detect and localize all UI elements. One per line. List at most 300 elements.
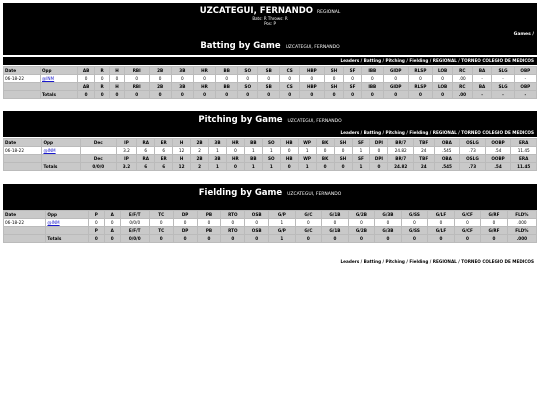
batting-col-footer: SB	[258, 83, 280, 91]
batting-totals-row	[4, 91, 537, 99]
pitching-col-header[interactable]: TBF	[414, 139, 435, 147]
batting-total-cell: 0	[408, 91, 433, 99]
fielding-cell: .000	[507, 219, 536, 227]
pitching-total-cell: 24	[414, 163, 435, 171]
fielding-cell: 0	[104, 219, 120, 227]
fielding-col-header[interactable]: G/CF	[454, 211, 481, 219]
batting-col-header[interactable]: SB	[258, 67, 280, 75]
fielding-footer-header-row	[4, 227, 537, 235]
pitching-col-footer: DPI	[370, 155, 388, 163]
pitching-col-footer: 3B	[209, 155, 227, 163]
batting-col-header[interactable]: CS	[280, 67, 300, 75]
pitching-total-cell: 1	[244, 163, 262, 171]
batting-col-header[interactable]: Opp	[41, 67, 78, 75]
batting-game-row	[4, 75, 537, 83]
batting-col-header[interactable]: BB	[216, 67, 238, 75]
pitching-total-cell: 0	[280, 163, 298, 171]
pitching-col-footer: HR	[226, 155, 244, 163]
pitching-cell	[80, 147, 116, 155]
pitching-total-cell: 6	[155, 163, 173, 171]
fielding-col-header[interactable]: G/LF	[428, 211, 455, 219]
pitching-col-footer	[4, 155, 42, 163]
batting-cell: -	[472, 75, 492, 83]
pitching-total-cell: 0/0/0	[80, 163, 116, 171]
bottom-breadcrumb[interactable]: Leaders / Batting / Pitching / Fielding / REGIONAL / TORNEO COLEGIO DE MEDICOS	[3, 258, 537, 266]
batting-col-header[interactable]: SH	[324, 67, 344, 75]
batting-col-header[interactable]: BA	[472, 67, 492, 75]
fielding-cell: 0	[375, 219, 402, 227]
batting-col-footer: SF	[344, 83, 361, 91]
batting-col-footer: AB	[78, 83, 95, 91]
pitching-total-cell: .545	[434, 163, 460, 171]
batting-col-footer: BB	[216, 83, 238, 91]
batting-cell: 0	[193, 75, 215, 83]
batting-col-header[interactable]: RBI	[124, 67, 149, 75]
pitching-col-footer: Dec	[80, 155, 116, 163]
fielding-cell: 0	[221, 219, 245, 227]
batting-cell: 0	[110, 75, 125, 83]
pitching-table	[3, 138, 537, 171]
batting-subtitle: UZCATEGUI, FERNANDO	[285, 45, 340, 50]
opponent-cell	[41, 75, 78, 83]
fielding-col-header[interactable]: RTO	[221, 211, 245, 219]
pitching-col-header[interactable]: BB	[244, 139, 262, 147]
pitching-col-footer: ER	[155, 155, 173, 163]
fielding-col-footer: G/2B	[348, 227, 375, 235]
batting-total-cell: 0	[95, 91, 110, 99]
fielding-col-header[interactable]: G/SS	[401, 211, 428, 219]
fielding-col-header[interactable]: G/3B	[375, 211, 402, 219]
batting-col-header[interactable]: SO	[238, 67, 258, 75]
batting-cell: 0	[324, 75, 344, 83]
pitching-title-bar	[3, 111, 537, 129]
fielding-total-cell: 0	[428, 235, 455, 243]
batting-col-footer: HR	[193, 83, 215, 91]
pitching-cell: 1	[244, 147, 262, 155]
pitching-cell: 0	[334, 147, 352, 155]
pitching-col-header[interactable]: WP	[298, 139, 316, 147]
fielding-cell: 0/0/0	[120, 219, 149, 227]
batting-col-footer: RBI	[124, 83, 149, 91]
batting-header-row	[4, 67, 537, 75]
batting-cell: 0	[300, 75, 325, 83]
pitching-col-header[interactable]: OOBP	[485, 139, 511, 147]
fielding-title: Fielding by Game	[198, 188, 283, 198]
batting-col-header[interactable]: H	[110, 67, 125, 75]
batting-total-cell: 0	[124, 91, 149, 99]
fielding-col-footer: OSB	[245, 227, 269, 235]
pitching-total-cell: 2	[191, 163, 209, 171]
batting-col-footer: SH	[324, 83, 344, 91]
pitching-col-footer: WP	[298, 155, 316, 163]
batting-cell: 0	[258, 75, 280, 83]
pitching-total-cell: 3.2	[116, 163, 137, 171]
fielding-cell: 0	[197, 219, 221, 227]
pitching-cell: .73	[460, 147, 486, 155]
pitching-col-footer: ERA	[511, 155, 537, 163]
totals-label: Totals	[42, 163, 80, 171]
batting-total-cell: -	[492, 91, 514, 99]
fielding-col-header[interactable]: E/F/T	[120, 211, 149, 219]
fielding-total-cell: 0	[295, 235, 322, 243]
player-name-line	[3, 6, 537, 16]
batting-total-cell: 0	[344, 91, 361, 99]
pitching-total-cell: 11.45	[511, 163, 537, 171]
fielding-total-cell: 0	[88, 235, 104, 243]
pitching-cell: 06-18-22	[4, 147, 42, 155]
pitching-cell: 0	[280, 147, 298, 155]
batting-col-footer: RC	[452, 83, 472, 91]
batting-col-header[interactable]: SLG	[492, 67, 514, 75]
batting-total-cell: 0	[324, 91, 344, 99]
pitching-col-footer: BK	[316, 155, 334, 163]
pitching-game-row	[4, 147, 537, 155]
pitching-col-header[interactable]: Date	[4, 139, 42, 147]
batting-col-header[interactable]: HR	[193, 67, 215, 75]
pitching-cell: 12	[173, 147, 191, 155]
batting-cell: 0	[383, 75, 408, 83]
fielding-total-cell: 0	[245, 235, 269, 243]
fielding-col-header[interactable]: Opp	[46, 211, 88, 219]
batting-col-footer: RLSP	[408, 83, 433, 91]
fielding-col-footer	[46, 227, 88, 235]
fielding-col-footer: A	[104, 227, 120, 235]
batting-cell: 06-18-22	[4, 75, 41, 83]
pitching-cell: 1	[209, 147, 227, 155]
batting-col-footer: LOB	[433, 83, 453, 91]
pitching-cell: 6	[137, 147, 155, 155]
fielding-total-cell: 0	[348, 235, 375, 243]
batting-total-cell: 0	[110, 91, 125, 99]
totals-spacer	[4, 235, 46, 243]
pitching-col-header[interactable]: H	[173, 139, 191, 147]
batting-cell: 0	[361, 75, 383, 83]
pitching-breadcrumb[interactable]: Leaders / Batting / Pitching / Fielding / REGIONAL / TORNEO COLEGIO DE MEDICOS	[3, 129, 537, 137]
batting-col-footer: OBP	[514, 83, 536, 91]
batting-total-cell: 0	[300, 91, 325, 99]
batting-total-cell: 0	[280, 91, 300, 99]
fielding-col-header[interactable]: DP	[173, 211, 197, 219]
fielding-subtitle: UZCATEGUI, FERNANDO	[287, 192, 342, 197]
batting-col-footer: 3B	[171, 83, 193, 91]
opponent-link[interactable]: @INM	[43, 148, 56, 153]
batting-col-header[interactable]: LOB	[433, 67, 453, 75]
pitching-total-cell: 0	[316, 163, 334, 171]
fielding-cell: 0	[245, 219, 269, 227]
batting-cell: .00	[452, 75, 472, 83]
pitching-cell: 1	[262, 147, 280, 155]
fielding-col-footer: E/F/T	[120, 227, 149, 235]
pitching-col-header[interactable]: RA	[137, 139, 155, 147]
batting-cell: -	[492, 75, 514, 83]
pitching-cell: 1	[298, 147, 316, 155]
pitching-total-cell: 1	[352, 163, 370, 171]
pitching-col-footer: TBF	[414, 155, 435, 163]
pitching-col-footer: SH	[334, 155, 352, 163]
pitching-col-header[interactable]: Dec	[80, 139, 116, 147]
pitching-col-footer: HB	[280, 155, 298, 163]
pitching-col-header[interactable]: IP	[116, 139, 137, 147]
fielding-col-header[interactable]: G/C	[295, 211, 322, 219]
pitching-total-cell: .73	[460, 163, 486, 171]
pitching-col-header[interactable]: DPI	[370, 139, 388, 147]
fielding-total-cell: 0	[149, 235, 173, 243]
player-name: UZCATEGUI, FERNANDO	[199, 6, 314, 16]
pitching-col-footer: RA	[137, 155, 155, 163]
batting-total-cell: 0	[149, 91, 171, 99]
batting-total-cell: .00	[452, 91, 472, 99]
pitching-col-footer	[42, 155, 80, 163]
batting-cell: 0	[408, 75, 433, 83]
batting-cell: 0	[171, 75, 193, 83]
fielding-table	[3, 210, 537, 243]
games-link[interactable]: Games /	[513, 32, 534, 37]
opponent-link[interactable]: @INM	[47, 220, 60, 225]
fielding-col-footer: G/LF	[428, 227, 455, 235]
opponent-cell	[46, 219, 88, 227]
totals-label: Totals	[46, 235, 88, 243]
pitching-cell: 1	[352, 147, 370, 155]
batting-col-header[interactable]: Date	[4, 67, 41, 75]
fielding-col-footer: G/SS	[401, 227, 428, 235]
fielding-col-header[interactable]: G/2B	[348, 211, 375, 219]
fielding-col-footer: G/P	[269, 227, 296, 235]
pitching-col-footer: 2B	[191, 155, 209, 163]
pitching-col-footer: OSLG	[460, 155, 486, 163]
batting-col-footer	[41, 83, 78, 91]
pitching-total-cell: 0	[370, 163, 388, 171]
fielding-header-row	[4, 211, 537, 219]
batting-col-header[interactable]: OBP	[514, 67, 536, 75]
fielding-total-cell: 0	[104, 235, 120, 243]
fielding-col-header[interactable]: G/P	[269, 211, 296, 219]
batting-total-cell: 0	[171, 91, 193, 99]
fielding-cell: 0	[149, 219, 173, 227]
pitching-cell: .54	[485, 147, 511, 155]
fielding-total-cell: 0	[481, 235, 508, 243]
batting-col-footer: SO	[238, 83, 258, 91]
fielding-total-cell: 0	[221, 235, 245, 243]
fielding-cell: 0	[454, 219, 481, 227]
bats-throws: Bats: R Throws: R	[252, 16, 288, 21]
batting-col-footer: 2B	[149, 83, 171, 91]
totals-label: Totals	[41, 91, 78, 99]
opponent-link[interactable]: @INM	[42, 76, 55, 81]
batting-cell: 0	[433, 75, 453, 83]
fielding-col-footer: G/RF	[481, 227, 508, 235]
fielding-col-header[interactable]: G/RF	[481, 211, 508, 219]
pitching-col-footer: SO	[262, 155, 280, 163]
fielding-col-header[interactable]: TC	[149, 211, 173, 219]
pitching-total-cell: 1	[209, 163, 227, 171]
batting-footer-header-row	[4, 83, 537, 91]
pitching-title: Pitching by Game	[198, 115, 283, 125]
fielding-col-header[interactable]: Date	[4, 211, 46, 219]
pitching-col-header[interactable]: BK	[316, 139, 334, 147]
pitching-col-footer: IP	[116, 155, 137, 163]
batting-cell: 0	[216, 75, 238, 83]
fielding-total-cell: 0	[401, 235, 428, 243]
batting-col-footer	[4, 83, 41, 91]
fielding-cell: 0	[295, 219, 322, 227]
fielding-total-cell: 0	[322, 235, 349, 243]
pitching-col-header[interactable]: SO	[262, 139, 280, 147]
batting-cell: 0	[280, 75, 300, 83]
batting-col-footer: CS	[280, 83, 300, 91]
batting-total-cell: 0	[216, 91, 238, 99]
pitching-total-cell: 1	[262, 163, 280, 171]
fielding-breadcrumb-top	[3, 202, 537, 210]
fielding-total-cell: 0	[454, 235, 481, 243]
totals-spacer	[4, 91, 41, 99]
fielding-total-cell: 1	[269, 235, 296, 243]
batting-col-footer: SLG	[492, 83, 514, 91]
fielding-col-footer	[4, 227, 46, 235]
fielding-cell: 0	[88, 219, 104, 227]
fielding-cell: 1	[269, 219, 296, 227]
pitching-footer-header-row	[4, 155, 537, 163]
pitching-cell: 24.82	[388, 147, 414, 155]
pitching-col-header[interactable]: ERA	[511, 139, 537, 147]
batting-cell: 0	[344, 75, 361, 83]
fielding-col-footer: G/3B	[375, 227, 402, 235]
pitching-col-header[interactable]: 3B	[209, 139, 227, 147]
fielding-col-header[interactable]: OSB	[245, 211, 269, 219]
pitching-col-footer: SF	[352, 155, 370, 163]
fielding-total-cell: .000	[507, 235, 536, 243]
batting-col-header[interactable]: 3B	[171, 67, 193, 75]
pitching-total-cell: 24.82	[388, 163, 414, 171]
batting-total-cell: 0	[383, 91, 408, 99]
pitching-col-header[interactable]: 2B	[191, 139, 209, 147]
pitching-cell: 24	[414, 147, 435, 155]
batting-col-header[interactable]: AB	[78, 67, 95, 75]
fielding-col-footer: PB	[197, 227, 221, 235]
pitching-total-cell: 0	[226, 163, 244, 171]
pitching-col-header[interactable]: HR	[226, 139, 244, 147]
batting-total-cell: -	[472, 91, 492, 99]
fielding-total-cell: 0	[197, 235, 221, 243]
batting-cell: 0	[95, 75, 110, 83]
fielding-cell: 06-18-22	[4, 219, 46, 227]
fielding-col-footer: P	[88, 227, 104, 235]
fielding-col-header[interactable]: PB	[197, 211, 221, 219]
fielding-col-footer: FLD%	[507, 227, 536, 235]
batting-total-cell: 0	[78, 91, 95, 99]
batting-total-cell: 0	[433, 91, 453, 99]
batting-table	[3, 66, 537, 99]
batting-title: Batting by Game	[200, 41, 281, 51]
pitching-col-footer: H	[173, 155, 191, 163]
batting-col-footer: IBB	[361, 83, 383, 91]
batting-total-cell: 0	[258, 91, 280, 99]
fielding-col-header[interactable]: FLD%	[507, 211, 536, 219]
batting-cell: 0	[149, 75, 171, 83]
fielding-total-cell: 0	[173, 235, 197, 243]
pitching-cell: 6	[155, 147, 173, 155]
batting-total-cell: -	[514, 91, 536, 99]
pitching-col-header[interactable]: SH	[334, 139, 352, 147]
fielding-cell: 0	[348, 219, 375, 227]
opponent-cell	[42, 147, 80, 155]
fielding-total-cell: 0/0/0	[120, 235, 149, 243]
pitching-subtitle: UZCATEGUI, FERNANDO	[287, 119, 342, 124]
batting-col-header[interactable]: HBP	[300, 67, 325, 75]
batting-col-footer: BA	[472, 83, 492, 91]
pitching-cell: 0	[316, 147, 334, 155]
batting-cell: 0	[124, 75, 149, 83]
pitching-cell: 0	[226, 147, 244, 155]
pitching-totals-row	[4, 163, 537, 171]
pitching-cell: 0	[370, 147, 388, 155]
pitching-col-header[interactable]: HB	[280, 139, 298, 147]
batting-col-header[interactable]: IBB	[361, 67, 383, 75]
fielding-col-footer: TC	[149, 227, 173, 235]
batting-col-header[interactable]: RC	[452, 67, 472, 75]
batting-col-footer: GIDP	[383, 83, 408, 91]
pitching-col-footer: BB	[244, 155, 262, 163]
pitching-total-cell: 6	[137, 163, 155, 171]
pitching-total-cell: 1	[298, 163, 316, 171]
fielding-total-cell: 0	[375, 235, 402, 243]
batting-title-bar	[3, 37, 537, 55]
fielding-col-footer: DP	[173, 227, 197, 235]
batting-total-cell: 0	[238, 91, 258, 99]
pitching-col-footer: OBA	[434, 155, 460, 163]
pitching-cell: 3.2	[116, 147, 137, 155]
batting-col-header[interactable]: R	[95, 67, 110, 75]
batting-cell: -	[514, 75, 536, 83]
pitching-cell: 2	[191, 147, 209, 155]
batting-col-footer: R	[95, 83, 110, 91]
batting-col-header[interactable]: RLSP	[408, 67, 433, 75]
batting-col-header[interactable]: 2B	[149, 67, 171, 75]
batting-col-header[interactable]: GIDP	[383, 67, 408, 75]
pitching-col-header[interactable]: SF	[352, 139, 370, 147]
fielding-game-row	[4, 219, 537, 227]
pitching-col-header[interactable]: OSLG	[460, 139, 486, 147]
pitching-col-footer: BR/7	[388, 155, 414, 163]
fielding-cell: 0	[428, 219, 455, 227]
fielding-col-header[interactable]: G/1B	[322, 211, 349, 219]
pitching-col-header[interactable]: BR/7	[388, 139, 414, 147]
fielding-col-header[interactable]: A	[104, 211, 120, 219]
pitching-header-row	[4, 139, 537, 147]
player-level: REGIONAL	[317, 10, 341, 15]
batting-col-header[interactable]: SF	[344, 67, 361, 75]
totals-spacer	[4, 163, 42, 171]
fielding-cell: 0	[401, 219, 428, 227]
fielding-col-footer: RTO	[221, 227, 245, 235]
pitching-total-cell: .54	[485, 163, 511, 171]
fielding-col-footer: G/C	[295, 227, 322, 235]
batting-total-cell: 0	[361, 91, 383, 99]
pitching-col-footer: OOBP	[485, 155, 511, 163]
pitching-cell: 11.45	[511, 147, 537, 155]
pitching-total-cell: 12	[173, 163, 191, 171]
batting-col-footer: H	[110, 83, 125, 91]
batting-col-footer: HBP	[300, 83, 325, 91]
pitching-col-header[interactable]: Opp	[42, 139, 80, 147]
batting-cell: 0	[238, 75, 258, 83]
pitching-col-header[interactable]: OBA	[434, 139, 460, 147]
batting-cell: 0	[78, 75, 95, 83]
fielding-col-header[interactable]: P	[88, 211, 104, 219]
batting-breadcrumb[interactable]: Leaders / Batting / Pitching / Fielding / REGIONAL / TORNEO COLEGIO DE MEDICOS	[3, 57, 537, 65]
pitching-total-cell: 0	[334, 163, 352, 171]
pitching-col-header[interactable]: ER	[155, 139, 173, 147]
fielding-cell: 0	[173, 219, 197, 227]
